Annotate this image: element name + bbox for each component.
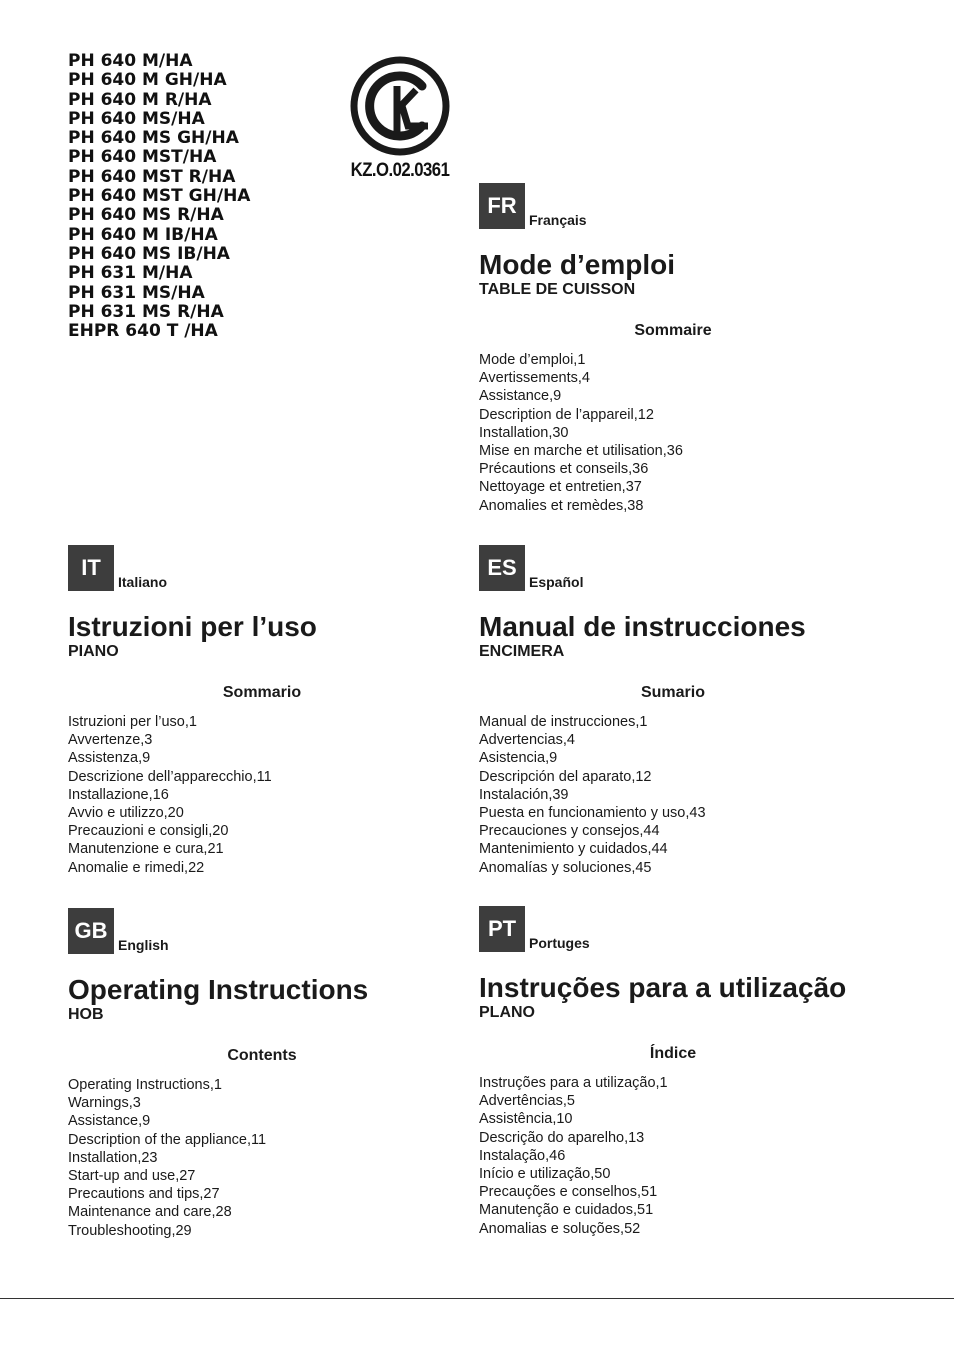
language-badge: IT bbox=[68, 545, 114, 591]
toc-heading: Índice bbox=[649, 1045, 697, 1062]
toc-list bbox=[479, 713, 899, 877]
model-item: PH 640 MST R/HA bbox=[68, 166, 236, 187]
language-name: Italiano bbox=[118, 574, 168, 590]
manual-title: Mode d’emploi bbox=[479, 249, 675, 280]
toc-item: Anomalias e soluções,52 bbox=[479, 1220, 641, 1237]
model-item: PH 640 M IB/HA bbox=[68, 224, 218, 245]
toc-list bbox=[479, 1074, 899, 1238]
language-header bbox=[479, 183, 899, 231]
toc-item: Installazione,16 bbox=[68, 786, 169, 803]
toc-item: Istruzioni per l’uso,1 bbox=[68, 714, 197, 730]
toc-item: Mise en marche et utilisation,36 bbox=[479, 443, 683, 460]
toc-heading: Sommario bbox=[222, 684, 302, 701]
model-item: PH 631 MS/HA bbox=[68, 282, 205, 303]
toc-heading: Sumario bbox=[640, 684, 705, 701]
toc-item: Maintenance and care,28 bbox=[68, 1204, 232, 1221]
toc-item: Mantenimiento y cuidados,44 bbox=[479, 841, 668, 858]
toc-item: Installation,30 bbox=[479, 424, 569, 441]
model-item: PH 631 M/HA bbox=[68, 263, 193, 284]
model-item: PH 640 MS GH/HA bbox=[68, 128, 239, 149]
manual-title: Instruções para a utilização bbox=[479, 972, 847, 1003]
certification-mark bbox=[342, 56, 458, 182]
manual-title: Manual de instrucciones bbox=[479, 611, 806, 642]
toc-item: Assistenza,9 bbox=[68, 750, 151, 767]
language-name: Español bbox=[529, 574, 584, 590]
model-item: PH 640 M R/HA bbox=[68, 89, 212, 110]
toc-item: Mode d’emploi,1 bbox=[479, 352, 586, 368]
toc-item: Assistência,10 bbox=[479, 1111, 573, 1128]
toc-item: Descrição do aparelho,13 bbox=[479, 1129, 645, 1146]
toc-item: Descrizione dell’apparecchio,11 bbox=[68, 768, 272, 785]
manual-subtitle: PIANO bbox=[68, 643, 119, 660]
section-it bbox=[68, 545, 488, 877]
manual-title: Operating Instructions bbox=[68, 974, 369, 1005]
model-item: PH 640 MS IB/HA bbox=[68, 243, 230, 264]
toc-item: Asistencia,9 bbox=[479, 750, 558, 767]
toc-heading: Contents bbox=[227, 1047, 297, 1064]
manual-subtitle: HOB bbox=[68, 1006, 104, 1023]
language-badge: PT bbox=[479, 906, 525, 952]
manual-subtitle: PLANO bbox=[479, 1004, 535, 1021]
language-name: Français bbox=[529, 212, 587, 228]
model-item: PH 631 MS R/HA bbox=[68, 301, 224, 322]
model-list bbox=[68, 52, 250, 341]
toc-item: Precauciones y consejos,44 bbox=[479, 823, 660, 840]
toc-item: Operating Instructions,1 bbox=[68, 1077, 222, 1093]
toc-item: Avvio e utilizzo,20 bbox=[68, 805, 184, 822]
toc-item: Troubleshooting,29 bbox=[68, 1222, 192, 1239]
manual-title: Istruzioni per l’uso bbox=[68, 611, 317, 642]
footer-divider bbox=[0, 1298, 954, 1299]
toc-list bbox=[68, 713, 488, 877]
toc-item: Warnings,3 bbox=[68, 1095, 141, 1112]
model-item: PH 640 MST/HA bbox=[68, 147, 217, 168]
manual-subtitle: ENCIMERA bbox=[479, 643, 565, 660]
toc-item: Anomalies et remèdes,38 bbox=[479, 497, 644, 514]
toc-item: Precauzioni e consigli,20 bbox=[68, 823, 229, 840]
toc-item: Installation,23 bbox=[68, 1149, 158, 1166]
toc-item: Descripción del aparato,12 bbox=[479, 768, 652, 785]
toc-item: Instruções para a utilização,1 bbox=[479, 1075, 668, 1091]
toc-list bbox=[68, 1076, 488, 1240]
section-fr bbox=[479, 183, 899, 515]
toc-item: Précautions et conseils,36 bbox=[479, 461, 649, 478]
toc-item: Avertissements,4 bbox=[479, 370, 590, 387]
language-header bbox=[68, 908, 488, 956]
toc-item: Manual de instrucciones,1 bbox=[479, 714, 648, 730]
toc-item: Anomalie e rimedi,22 bbox=[68, 859, 205, 876]
toc-item: Início e utilização,50 bbox=[479, 1166, 611, 1183]
toc-item: Manutenção e cuidados,51 bbox=[479, 1202, 654, 1219]
section-es bbox=[479, 545, 899, 877]
toc-item: Anomalías y soluciones,45 bbox=[479, 859, 652, 876]
kz-certification-mark-icon bbox=[350, 56, 450, 156]
toc-item: Instalación,39 bbox=[479, 786, 569, 803]
section-gb bbox=[68, 908, 488, 1240]
toc-item: Advertências,5 bbox=[479, 1093, 575, 1110]
language-name: Portuges bbox=[529, 935, 590, 951]
certification-code: KZ.O.02.0361 bbox=[350, 160, 450, 181]
model-item: PH 640 MS R/HA bbox=[68, 205, 224, 226]
toc-list bbox=[479, 351, 899, 515]
language-badge: ES bbox=[479, 545, 525, 591]
manual-subtitle: TABLE DE CUISSON bbox=[479, 281, 636, 298]
toc-item: Instalação,46 bbox=[479, 1147, 566, 1164]
section-pt bbox=[479, 906, 899, 1238]
toc-item: Start-up and use,27 bbox=[68, 1168, 196, 1185]
model-item: PH 640 M/HA bbox=[68, 51, 193, 71]
language-header bbox=[479, 545, 899, 593]
toc-item: Precauções e conselhos,51 bbox=[479, 1184, 658, 1201]
model-item: PH 640 MST GH/HA bbox=[68, 186, 251, 207]
toc-item: Description of the appliance,11 bbox=[68, 1131, 267, 1148]
toc-item: Assistance,9 bbox=[68, 1113, 151, 1130]
toc-item: Description de l’appareil,12 bbox=[479, 406, 654, 423]
language-header bbox=[479, 906, 899, 954]
model-item: PH 640 MS/HA bbox=[68, 108, 205, 129]
toc-item: Manutenzione e cura,21 bbox=[68, 841, 224, 858]
toc-item: Avvertenze,3 bbox=[68, 732, 153, 749]
model-item: EHPR 640 T /HA bbox=[68, 321, 218, 342]
language-badge: GB bbox=[68, 908, 114, 954]
toc-item: Assistance,9 bbox=[479, 388, 562, 405]
toc-heading: Sommaire bbox=[634, 322, 712, 339]
language-badge: FR bbox=[479, 183, 525, 229]
language-header bbox=[68, 545, 488, 593]
model-item: PH 640 M GH/HA bbox=[68, 70, 227, 91]
toc-item: Precautions and tips,27 bbox=[68, 1186, 220, 1203]
toc-item: Nettoyage et entretien,37 bbox=[479, 479, 642, 496]
toc-item: Advertencias,4 bbox=[479, 732, 575, 749]
language-name: English bbox=[118, 937, 169, 953]
toc-item: Puesta en funcionamiento y uso,43 bbox=[479, 805, 706, 822]
